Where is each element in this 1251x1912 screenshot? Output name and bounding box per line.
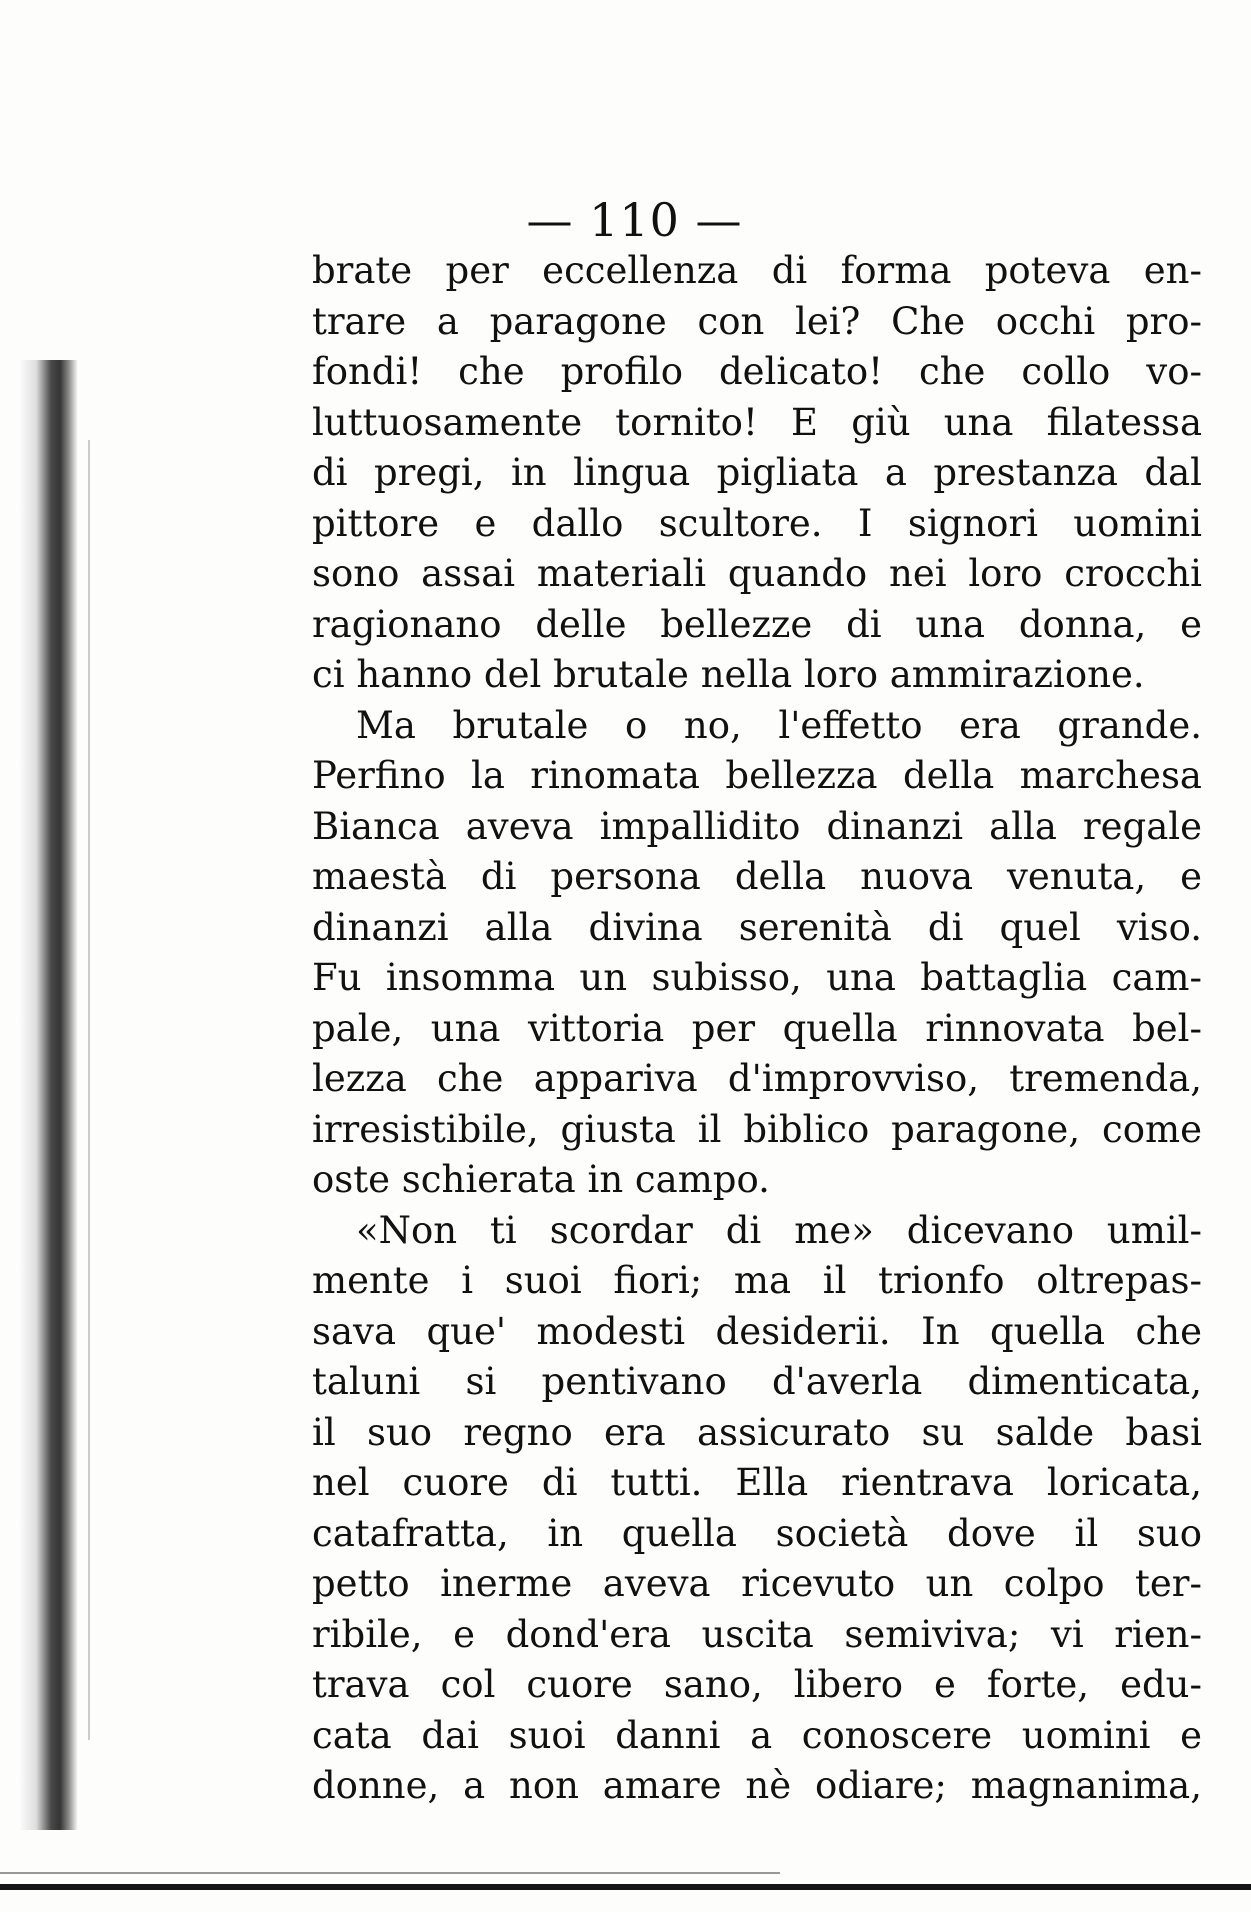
text-line: catafratta, in quella società dove il suo [312,1511,1202,1555]
text-line: Bianca aveva impallidito dinanzi alla regale [312,804,1202,848]
text-line: ragionano delle bellezze di una donna, e [312,602,1202,646]
bottom-edge-line [0,1884,1251,1890]
text-line: ci hanno del brutale nella loro ammirazione. [312,653,1145,696]
text-line: di pregi, in lingua pigliata a prestanza dal [312,451,1202,494]
text-line: il suo regno era assicurato su salde basi [312,1410,1202,1454]
body-text [312,246,1202,1812]
text-line: petto inerme aveva ricevuto un colpo ter- [312,1562,1202,1605]
text-line: lezza che appariva d'improvviso, tremenda, [312,1057,1202,1100]
text-line: cata dai suoi danni a conoscere uomini e [312,1713,1202,1757]
text-line: Ma brutale o no, l'effetto era grande. [356,703,1202,747]
text-line: nel cuore di tutti. Ella rientrava loricata, [312,1461,1202,1504]
text-line: mente i suoi fiori; ma il trionfo oltrepas- [312,1259,1202,1302]
text-line: «Non ti scordar di me» dicevano umil- [356,1208,1202,1252]
text-line: sava que' modesti desiderii. In quella che [312,1309,1202,1353]
text-line: Perfino la rinomata bellezza della marchesa [312,754,1202,797]
binding-shadow [18,360,78,1830]
text-line: luttuosamente tornito! E giù una filatessa [312,400,1202,444]
binding-edge-line [88,440,90,1740]
text-line: maestà di persona della nuova venuta, e [312,855,1202,898]
text-line: taluni si pentivano d'averla dimenticata, [312,1360,1202,1403]
text-line: brate per eccellenza di forma poteva en- [312,249,1202,292]
text-line: trava col cuore sano, libero e forte, edu- [312,1663,1202,1706]
bottom-edge-thin-line [0,1872,780,1874]
text-line: dinanzi alla divina serenità di quel viso. [312,905,1202,949]
page-number: — 110 — [526,193,743,247]
text-line: ribile, e dond'era uscita semiviva; vi rien- [312,1612,1202,1656]
text-line: Fu insomma un subisso, una battaglia cam- [312,956,1202,999]
text-line: trare a paragone con lei? Che occhi pro- [312,299,1202,343]
text-line: fondi! che profilo delicato! che collo vo- [312,350,1202,393]
text-line: sono assai materiali quando nei loro crocchi [312,552,1202,595]
text-line: oste schierata in campo. [312,1158,770,1201]
text-line: pittore e dallo scultore. I signori uomini [312,501,1202,545]
text-line: donne, a non amare nè odiare; magnanima, [312,1764,1202,1807]
text-line: pale, una vittoria per quella rinnovata bel- [312,1006,1202,1050]
text-line: irresistibile, giusta il biblico paragone, come [312,1107,1202,1151]
